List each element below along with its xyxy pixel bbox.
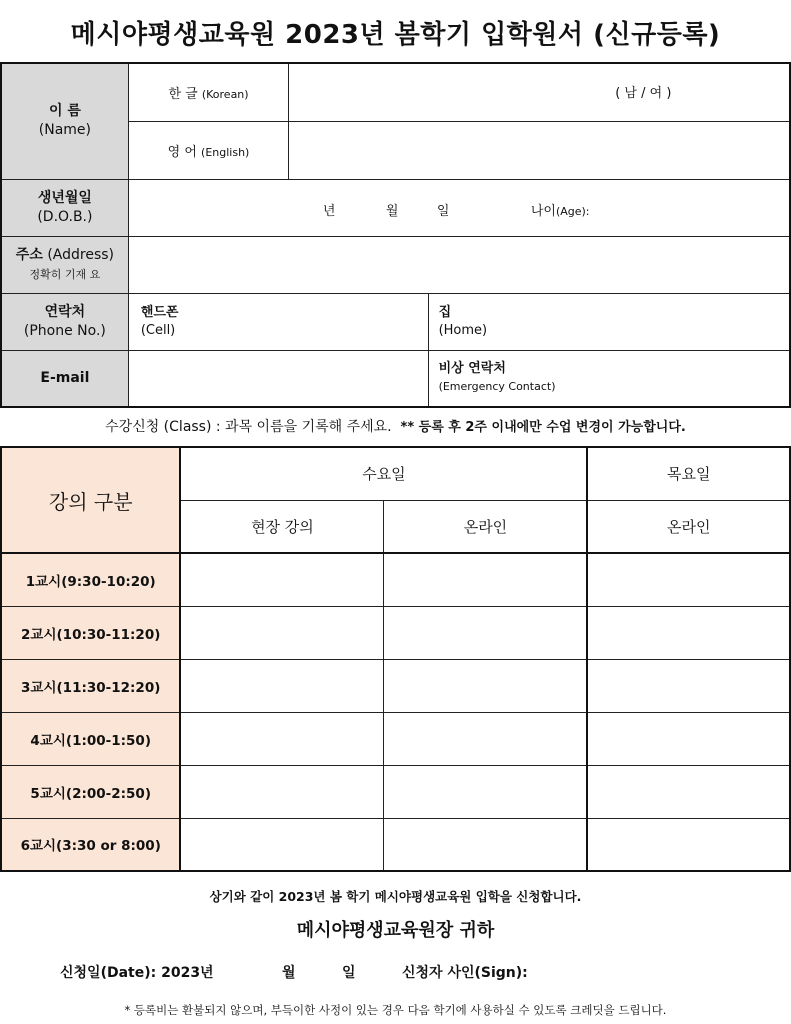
cell-label-en: (Cell) xyxy=(140,322,176,338)
dob-label: 생년월일 xyxy=(37,189,92,206)
cell-phone-field[interactable] xyxy=(128,293,428,350)
application-statement: 상기와 같이 2023년 봄 학기 메시야평생교육원 입학을 신청합니다. xyxy=(209,889,582,904)
signature-label: 신청자 사인(Sign): xyxy=(402,965,528,981)
period-label: 5교시(2:00-2:50) xyxy=(1,765,180,818)
class-cell-wed-online[interactable] xyxy=(384,818,588,871)
english-label-cell xyxy=(128,121,288,179)
age-field xyxy=(531,200,590,219)
contact-label-cell xyxy=(1,293,128,350)
form-title: 메시야평생교육원 2023년 봄학기 입학원서 (신규등록) xyxy=(70,20,721,50)
refund-note: * 등록비는 환불되지 않으며, 부득이한 사정이 있는 경우 다음 학기에 사용하실 수 있도록 크레딧을 드립니다. xyxy=(124,1003,667,1017)
class-cell-wed-onsite[interactable] xyxy=(180,765,384,818)
contact-label-en: (Phone No.) xyxy=(23,322,106,339)
schedule-corner-label: 강의 구분 xyxy=(1,447,180,553)
addressee: 메시야평생교육원장 귀하 xyxy=(296,920,495,941)
class-cell-wed-online[interactable] xyxy=(384,712,588,765)
home-label-en: (Home) xyxy=(438,322,488,338)
class-cell-wed-onsite[interactable] xyxy=(180,659,384,712)
address-label-cell xyxy=(1,236,128,293)
class-cell-wed-online[interactable] xyxy=(384,765,588,818)
class-cell-wed-onsite[interactable] xyxy=(180,818,384,871)
name-label: 이 름 xyxy=(48,103,81,120)
period-label: 4교시(1:00-1:50) xyxy=(1,712,180,765)
korean-label-en: (Korean) xyxy=(201,87,249,101)
class-note-text: 수강신청 (Class) : 과목 이름을 기록해 주세요. xyxy=(105,419,392,435)
address-field[interactable] xyxy=(128,236,790,293)
dob-year: 년 xyxy=(322,203,336,219)
name-label-cell xyxy=(1,63,128,179)
application-month: 월 xyxy=(282,965,296,981)
email-label-cell xyxy=(1,350,128,407)
wednesday-onsite-header: 현장 강의 xyxy=(180,500,384,553)
contact-label: 연락처 xyxy=(44,303,86,320)
address-note: 정확히 기재 요 xyxy=(29,267,101,281)
english-label-en: (English) xyxy=(201,145,250,159)
thursday-online-header: 온라인 xyxy=(587,500,790,553)
korean-label: 한 글 xyxy=(168,86,198,102)
emergency-label: 비상 연락처 xyxy=(438,361,506,377)
application-day: 일 xyxy=(342,965,356,981)
address-label: 주소 xyxy=(15,246,43,263)
dob-day: 일 xyxy=(436,203,450,219)
home-label: 집 xyxy=(438,304,452,320)
emergency-contact-field[interactable] xyxy=(428,350,790,407)
period-label: 2교시(10:30-11:20) xyxy=(1,606,180,659)
class-cell-thu-online[interactable] xyxy=(587,659,790,712)
period-label: 6교시(3:30 or 8:00) xyxy=(1,818,180,871)
class-cell-thu-online[interactable] xyxy=(587,818,790,871)
application-date-label: 신청일(Date): 2023년 xyxy=(60,965,214,981)
class-cell-wed-online[interactable] xyxy=(384,553,588,606)
address-label-en: (Address) xyxy=(47,246,114,263)
age-label: 나이 xyxy=(530,203,556,219)
english-label: 영 어 xyxy=(167,144,197,160)
wednesday-online-header: 온라인 xyxy=(384,500,588,553)
gender-option[interactable]: ( 남 / 여 ) xyxy=(615,86,672,101)
thursday-header: 목요일 xyxy=(587,447,790,500)
class-schedule-table xyxy=(0,446,791,872)
dob-label-cell xyxy=(1,179,128,236)
class-note xyxy=(0,416,791,436)
korean-label-cell xyxy=(128,63,288,121)
class-cell-wed-online[interactable] xyxy=(384,659,588,712)
applicant-info-table xyxy=(0,62,791,408)
class-cell-thu-online[interactable] xyxy=(587,712,790,765)
home-phone-field[interactable] xyxy=(428,293,790,350)
dob-field[interactable] xyxy=(128,179,790,236)
emergency-label-en: (Emergency Contact) xyxy=(438,380,556,394)
email-field[interactable] xyxy=(128,350,428,407)
period-label: 1교시(9:30-10:20) xyxy=(1,553,180,606)
period-label: 3교시(11:30-12:20) xyxy=(1,659,180,712)
dob-label-en: (D.O.B.) xyxy=(37,208,93,225)
english-name-field[interactable] xyxy=(289,121,790,179)
name-label-en: (Name) xyxy=(38,122,92,139)
class-cell-wed-online[interactable] xyxy=(384,606,588,659)
class-cell-wed-onsite[interactable] xyxy=(180,606,384,659)
email-label: E-mail xyxy=(40,369,90,386)
wednesday-header: 수요일 xyxy=(180,447,587,500)
korean-name-field[interactable] xyxy=(289,63,790,121)
class-cell-thu-online[interactable] xyxy=(587,765,790,818)
class-change-warning: ** 등록 후 2주 이내에만 수업 변경이 가능합니다. xyxy=(400,420,686,435)
class-cell-thu-online[interactable] xyxy=(587,606,790,659)
cell-label: 핸드폰 xyxy=(140,304,179,320)
age-label-en: (Age): xyxy=(555,204,590,218)
dob-month: 월 xyxy=(385,203,399,219)
class-cell-wed-onsite[interactable] xyxy=(180,712,384,765)
class-cell-thu-online[interactable] xyxy=(587,553,790,606)
class-cell-wed-onsite[interactable] xyxy=(180,553,384,606)
